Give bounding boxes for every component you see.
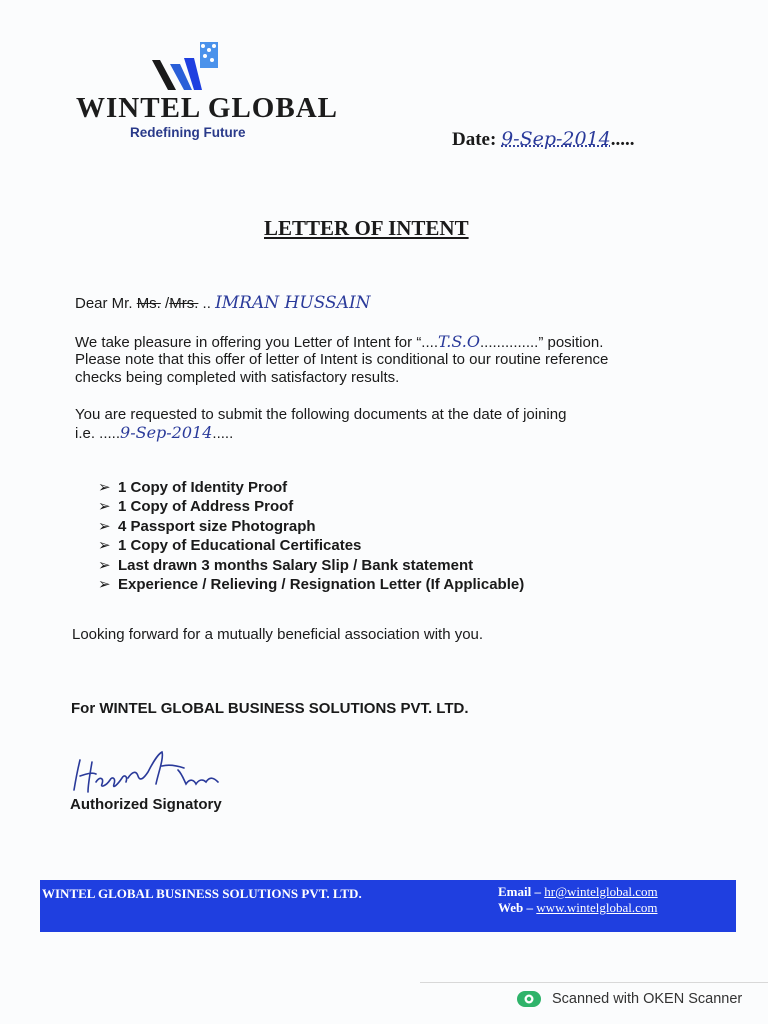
list-item: ➢ Last drawn 3 months Salary Slip / Bank statement <box>98 556 474 574</box>
list-item: ➢ 1 Copy of Address Proof <box>98 498 294 516</box>
arrow-bullet-icon: ➢ <box>98 517 111 535</box>
offer-line: We take pleasure in offering you Letter of Intent for “....T.S.O..............” position. <box>75 332 604 351</box>
list-item: ➢ 4 Passport size Photograph <box>98 517 316 535</box>
logo-name: WINTEL GLOBAL <box>76 92 338 124</box>
footer-band <box>40 880 736 932</box>
scanner-logo-icon <box>516 990 542 1008</box>
arrow-bullet-icon: ➢ <box>98 556 111 574</box>
email-link[interactable]: hr@wintelglobal.com <box>544 884 658 899</box>
handwritten-signature <box>66 748 236 798</box>
list-item: ➢ Experience / Relieving / Resignation Letter (If Applicable) <box>98 575 525 593</box>
joining-date-value: 9-Sep-2014 <box>120 423 213 442</box>
web-link[interactable]: www.wintelglobal.com <box>536 900 658 915</box>
salutation: Dear Mr. Ms. /Mrs. .. IMRAN HUSSAIN <box>75 293 371 313</box>
arrow-bullet-icon: ➢ <box>98 575 111 593</box>
divider <box>420 982 768 983</box>
wintel-logo-mark <box>148 38 238 98</box>
condition-line-2: checks being completed with satisfactory results. <box>75 369 400 386</box>
date-value: 9-Sep-2014 <box>501 128 611 150</box>
joining-date-line: i.e. .....9-Sep-2014..... <box>75 423 234 442</box>
closing-line: Looking forward for a mutually beneficial association with you. <box>72 626 484 643</box>
list-item: ➢ 1 Copy of Educational Certificates <box>98 537 362 555</box>
footer-company: WINTEL GLOBAL BUSINESS SOLUTIONS PVT. LTD. <box>42 886 362 901</box>
recipient-name: IMRAN HUSSAIN <box>215 293 371 313</box>
date-dots: ..... <box>610 129 635 150</box>
footer-contact: Email – hr@wintelglobal.com Web – www.wintelglobal.com <box>498 884 658 915</box>
arrow-bullet-icon: ➢ <box>98 498 111 516</box>
authorized-signatory: Authorized Signatory <box>70 796 222 813</box>
letter-date <box>452 128 635 151</box>
date-label: Date: <box>452 129 497 150</box>
company-line: For WINTEL GLOBAL BUSINESS SOLUTIONS PVT. LTD. <box>71 700 469 717</box>
request-line: You are requested to submit the following documents at the date of joining <box>75 406 567 423</box>
arrow-bullet-icon: ➢ <box>98 537 111 555</box>
position-value: T.S.O <box>437 332 480 351</box>
arrow-bullet-icon: ➢ <box>98 479 111 496</box>
list-item: ➢ 1 Copy of Identity Proof <box>98 479 288 496</box>
condition-line: Please note that this offer of letter of Intent is conditional to our routine reference <box>75 351 609 368</box>
scanner-watermark <box>516 990 742 1008</box>
documents-list <box>98 478 524 594</box>
scanner-text: Scanned with OKEN Scanner <box>552 990 743 1007</box>
page-title: LETTER OF INTENT <box>264 216 469 240</box>
company-logo <box>74 38 338 148</box>
logo-tagline: Redefining Future <box>130 125 246 140</box>
